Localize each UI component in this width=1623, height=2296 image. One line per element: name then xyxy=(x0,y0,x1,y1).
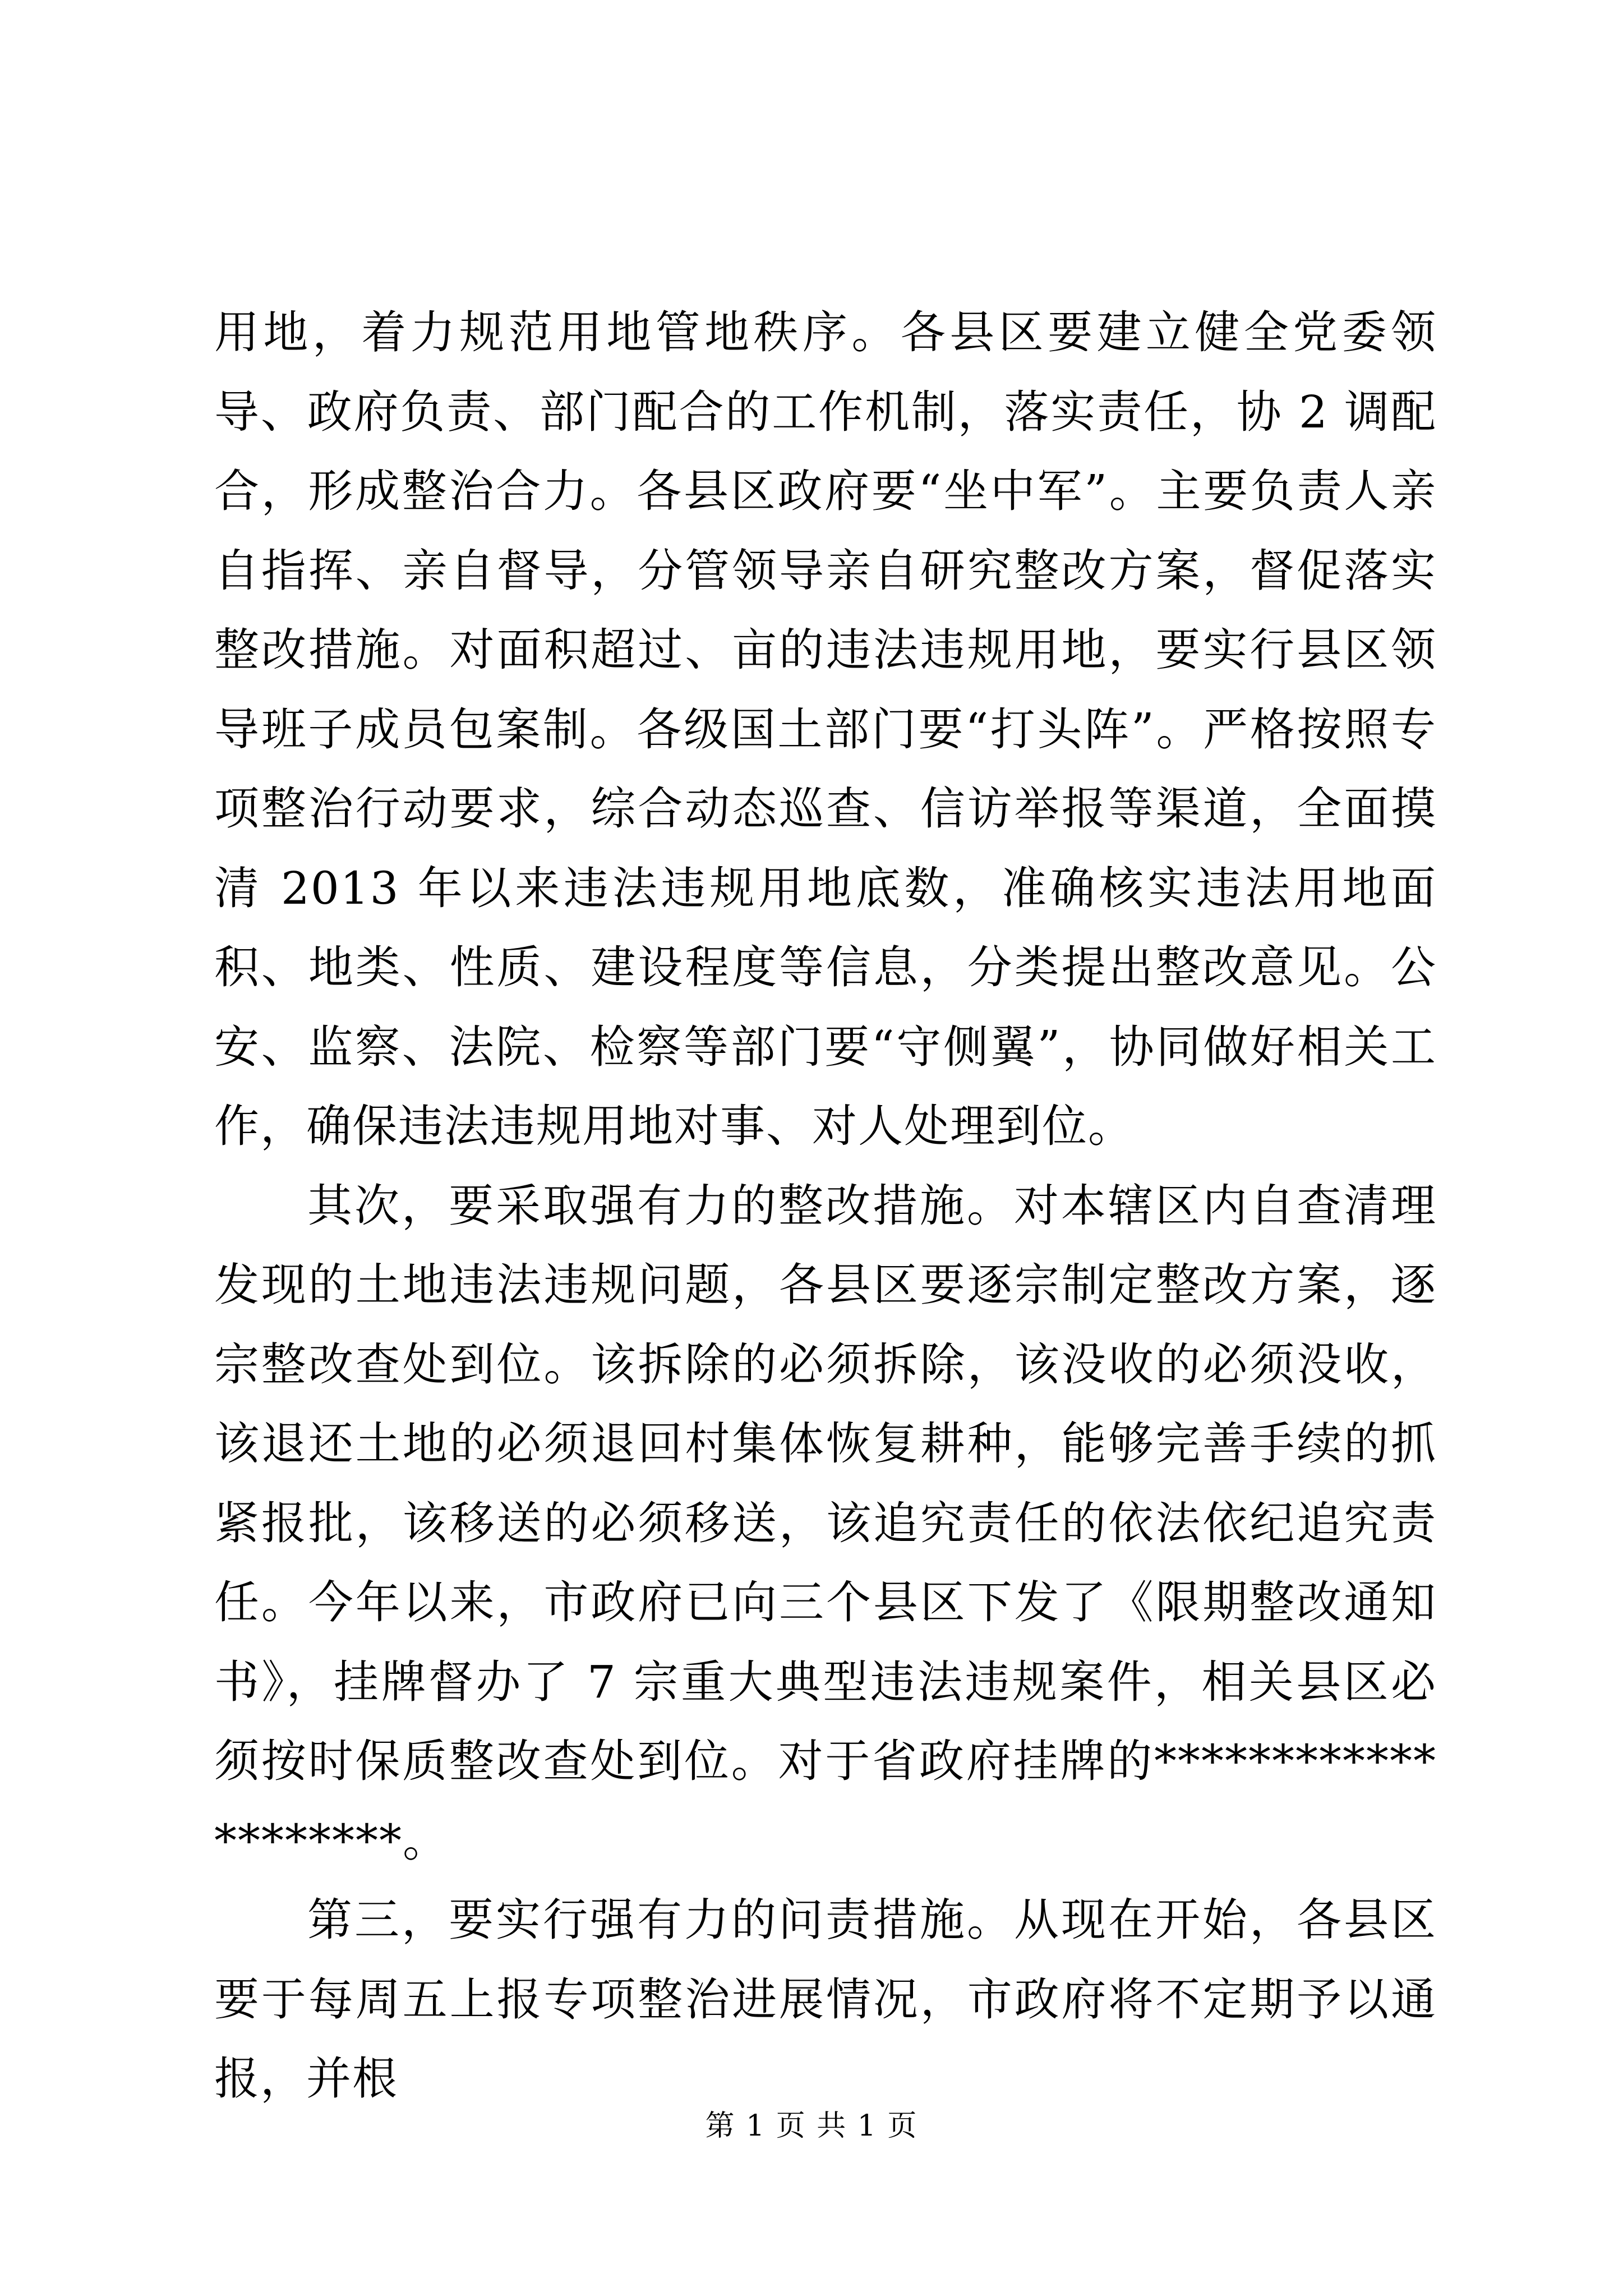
paragraph-2: 其次，要采取强有力的整改措施。对本辖区内自查清理发现的土地违法违规问题，各县区要逐宗制定整改方案，逐宗整改查处到位。该拆除的必须拆除，该没收的必须没收，该退还土地的必须退回村集体恢复耕种，能够完善手续的抓紧报批，该移送的必须移送，该追究责任的依法依纪追究责任。今年以来，市政府已向三个县区下发了《限期整改通知书》，挂牌督办了 7 宗重大典型违法违规案件，相关县区必须按时保质整改查处到位。对于省政府挂牌的********************。 xyxy=(214,1179,1437,1867)
document-body xyxy=(214,293,1437,2119)
paragraph-3: 第三，要实行强有力的问责措施。从现在开始，各县区要于每周五上报专项整治进展情况，市政府将不定期予以通报，并根 xyxy=(214,1894,1437,2105)
page-footer: 第 1 页 共 1 页 xyxy=(705,2109,918,2143)
paragraph-1: 用地，着力规范用地管地秩序。各县区要建立健全党委领导、政府负责、部门配合的工作机制，落实责任，协 2 调配合，形成整治合力。各县区政府要“坐中军”。主要负责人亲自指挥、亲自督导，分管领导亲自研究整改方案，督促落实整改措施。对面积超过、亩的违法违规用地，要实行县区领导班子成员包案制。各级国土部门要“打头阵”。严格按照专项整治行动要求，综合动态巡查、信访举报等渠道，全面摸清 2013 年以来违法违规用地底数，准确核实违法用地面积、地类、性质、建设程度等信息，分类提出整改意见。公安、监察、法院、检察等部门要“守侧翼”，协同做好相关工作，确保违法违规用地对事、对人处理到位。 xyxy=(214,306,1437,1152)
